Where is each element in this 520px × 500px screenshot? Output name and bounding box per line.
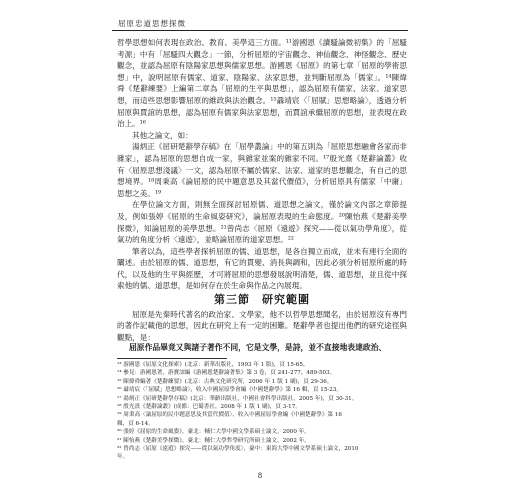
- body-text: [117, 37, 407, 343]
- section-heading: 第三節 研究範圍: [214, 293, 310, 307]
- footnote: ¹⁷ 湯炳正《屈研楚辭學存稿》(北京：華齡出版社，中國社會科學出版社，2005 年)，頁 30-31。: [117, 395, 358, 402]
- paragraph: 筆者以為，這些學者探析屈原的儒、道思想，是各自獨立而成，並未有連行全面的闡述。由於屈原的儒、道思想，有它的貫變、消長與調和，因此必須分析屈原所處的時代，以及他的生平與經歷，才可將屈原的思想發展說明清楚，儒、道思想，並且從中探索他的儒、道思想，是如何存在於生命與作品之內展現。: [117, 246, 407, 291]
- footnote: 年。: [117, 454, 129, 461]
- footnote: ²² 曾尚志〈屈原《遠遊》探究——從以氣功學角度〉，臺中：東海大學中國文學系碩士論文，2010: [117, 446, 359, 453]
- paragraph: 哲學思想如何表現在政治、教育、美學這三方面。¹¹游國恩《讀騷論微初集》的「屈騷考源」中有「屈騷四大觀念」一節，分析屈原的宇宙觀念、神仙觀念、神怪觀念、歷史觀念，並認為屈原有陰陽家思想與儒家思想。游國恩《屈原》的第七章「屈原的學術思想」中，說明屈原有儒家、道家、陰陽家、法家思想，並判斷屈原為「儒家」。¹⁴陳煒舜《楚辭練要》上編第二章為「屈原的生平與思想」，認為屈原有儒家、法家、道家思想，而這些思想影響屈原的維政與法治觀念。¹⁵聶靖宸〈「屈賦」思想略論〉，透過分析屈原與賈誼的思想，認為屈原有儒家與法家思想，而賈誼承繼屈原的思想，並表現在政治上。¹⁶: [117, 38, 407, 129]
- footnote: ¹⁶ 聶靖宸〈「屈賦」思想略論〉，收入中國屈原學會編《中國楚辭學》第 16 輯，頁 15-23。: [117, 387, 343, 394]
- footnote-rule: [117, 358, 227, 359]
- footnote: ¹⁹ 周秉高〈論屈原的民中題意思及其當代價值〉，收入中國屈原學會編《中國楚辭學》第 16: [117, 412, 342, 419]
- paragraph: 在學位論文方面，則無全面探討屈原儒、道思想之論文，僅於論文內部之章節提及，例如張婷《屈原的生命風姿研究》，論屈原表現的生命態度。²⁰陳怡燕《楚辭美學探微》，知論屈原的美學思想。²¹曾尚志〈屈原《遠遊》探究——從以氣功學角度〉，從氣功的角度分析〈遠遊〉，並略論屈原的道家思想。²²: [117, 200, 407, 245]
- footnote: ¹³ 游國恩《屈原文化探索》(北京：新華出版社，1993 年 1 版)，頁 15-65。: [117, 362, 309, 368]
- footnote: ¹⁵ 陳煒舜編著《楚辭練要》(北京：古典文化研究所，2006 年 1 版 1 刷)，頁 29-36。: [117, 378, 333, 385]
- footnote: ¹⁴ 參見：游國恩著，游寶諒編《游國恩楚辭論著集》第 3 卷，頁 241-277，489-503。: [117, 370, 336, 377]
- footnote: 輯，頁 6-14。: [117, 420, 154, 427]
- running-header: 屈原忠道思想探微: [118, 19, 186, 28]
- paragraph: 湯炳正《屈研楚辭學存稿》在「屈學叢論」中的第五則為「屈原思想融會各家而非雜家」，認為屈原的思想自成一家，與雜家並案的雜家不同。¹⁷殷光熹《楚辭論叢》收有〈屈原思想淺議〉一文，認為屈原不屬於儒家、法家、道家的思想觀念，有自己的思想境界。¹⁸周秉高《論屈原的民中題意思及其當代價值》，分析屈原具有儒家「中庸」思想之美。¹⁹: [117, 142, 407, 198]
- footnotes: [117, 361, 409, 462]
- footnote: ²⁰ 張婷《屈原的生命風姿》，臺北：輔仁大學中國文學系碩士論文，2000 年。: [117, 429, 310, 436]
- footnote: ¹⁸ 殷光熹《楚辭論叢》(成都：巴蜀書社，2008 年 1 版 1 刷)，頁 3-17。: [117, 404, 301, 411]
- page-number: 8: [257, 472, 263, 480]
- block-quote: 屈原作品畢竟又與諸子著作不同，它是文學，是詩，並不直接地表達政治、: [129, 343, 387, 352]
- footnote: ²¹ 陳怡燕《楚辭美學探微》，臺北：輔仁大學哲學研究所碩士論文，2002 年。: [117, 437, 310, 444]
- paragraph: 其他之論文，如：: [132, 130, 193, 140]
- header-rule: [112, 30, 408, 31]
- paragraph: 屈原是先秦時代著名的政治家、文學家，他不以哲學思想聞名，由於屈原沒有專門的著作記載他的思想，因此在研究上有一定的困難。楚辭學者也提出他們的研究途徑與觀點，是：: [117, 309, 407, 342]
